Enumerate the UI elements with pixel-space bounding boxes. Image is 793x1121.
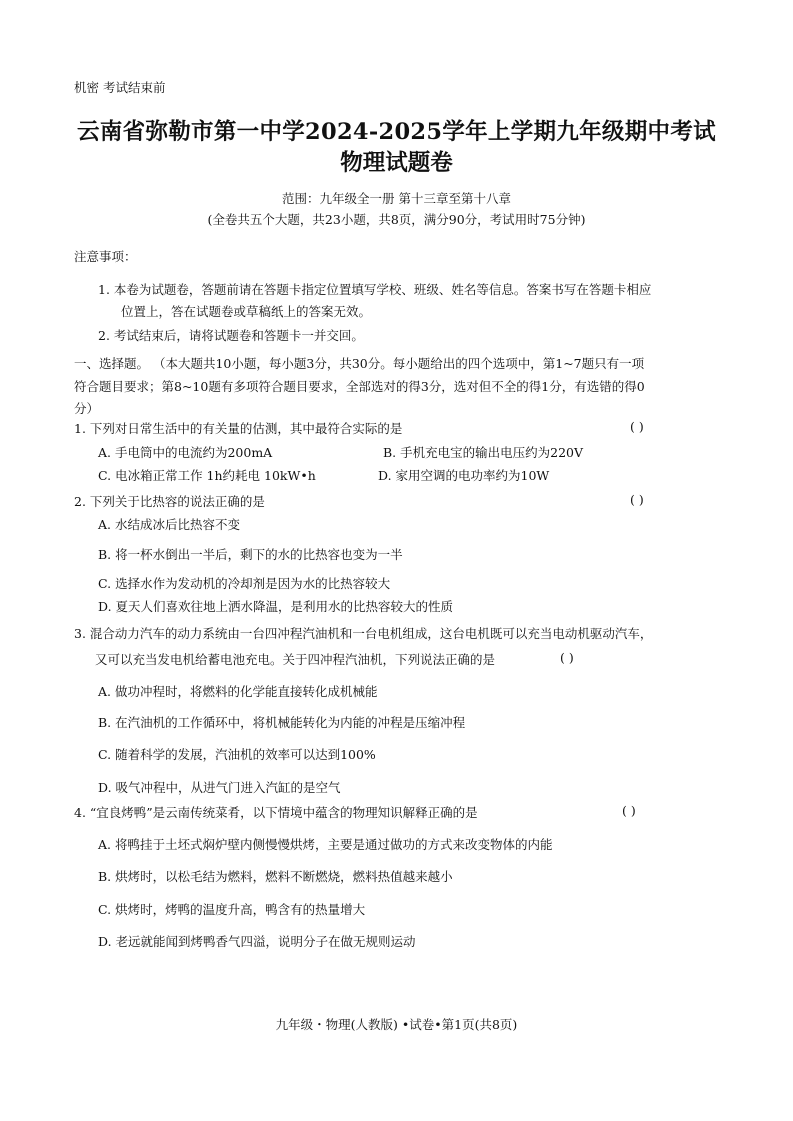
question-4-option-d: D. 老远就能闻到烤鸭香气四溢，说明分子在做无规则运动 xyxy=(98,934,416,949)
confidential-label: 机密 考试结束前 xyxy=(74,80,166,95)
section-1-desc: 符合题目要求；第8~10题有多项符合题目要求，全部选对的得3分，选对但不全的得1分，有选错的得0 xyxy=(74,379,645,394)
section-1-desc-end: 分） xyxy=(74,401,100,416)
question-1-option-b: B. 手机充电宝的输出电压约为220V xyxy=(383,445,584,460)
exam-title: 云南省弥勒市第一中学2024-2025学年上学期九年级期中考试 xyxy=(77,119,716,145)
exam-info: (全卷共五个大题，共23小题，共8页，满分90分，考试用时75分钟) xyxy=(207,212,586,227)
question-1-option-c: C. 电冰箱正常工作 1h约耗电 10kW•h xyxy=(98,468,316,483)
note-item-2: 2. 考试结束后，请将试题卷和答题卡一并交回。 xyxy=(98,328,364,343)
question-4-option-a: A. 将鸭挂于土坯式焖炉壁内侧慢慢烘烤，主要是通过做功的方式来改变物体的内能 xyxy=(98,837,553,852)
question-1-option-d: D. 家用空调的电功率约为10W xyxy=(378,468,550,483)
question-4-option-b: B. 烘烤时，以松毛结为燃料，燃料不断燃烧，燃料热值越来越小 xyxy=(98,869,453,884)
question-3-option-a: A. 做功冲程时，将燃料的化学能直接转化成机械能 xyxy=(98,684,378,699)
question-3-stem: 3. 混合动力汽车的动力系统由一台四冲程汽油机和一台电机组成，这台电机既可以充当电动机驱动汽车， xyxy=(74,626,653,641)
question-2-option-b: B. 将一杯水倒出一半后，剩下的水的比热容也变为一半 xyxy=(98,547,403,562)
section-1-heading: 一、选择题。 （本大题共10小题，每小题3分，共30分。每小题给出的四个选项中，第1~7题只有一项 xyxy=(74,356,645,371)
exam-subtitle: 物理试题卷 xyxy=(340,150,453,176)
note-item-1-cont: 位置上，答在试题卷或草稿纸上的答案无效。 xyxy=(121,304,372,319)
notes-heading: 注意事项： xyxy=(74,249,137,264)
question-4-option-c: C. 烘烤时，烤鸭的温度升高，鸭含有的热量增大 xyxy=(98,902,366,917)
question-3-option-b: B. 在汽油机的工作循环中，将机械能转化为内能的冲程是压缩冲程 xyxy=(98,715,466,730)
question-3-option-c: C. 随着科学的发展，汽油机的效率可以达到100% xyxy=(98,747,376,762)
question-1-stem: 1. 下列对日常生活中的有关量的估测，其中最符合实际的是 xyxy=(74,421,403,436)
question-2-answer-paren: ( ) xyxy=(630,492,644,507)
question-1-option-a: A. 手电筒中的电流约为200mA xyxy=(98,445,273,460)
question-4-stem: 4. “宜良烤鸭”是云南传统菜肴，以下情境中蕴含的物理知识解释正确的是 xyxy=(74,805,478,820)
question-3-option-d: D. 吸气冲程中，从进气门进入汽缸的是空气 xyxy=(98,780,341,795)
question-3-answer-paren: ( ) xyxy=(560,650,574,665)
question-2-stem: 2. 下列关于比热容的说法正确的是 xyxy=(74,494,265,509)
question-2-option-a: A. 水结成冰后比热容不变 xyxy=(98,517,240,532)
question-3-stem-cont: 又可以充当发电机给蓄电池充电。关于四冲程汽油机，下列说法正确的是 xyxy=(95,652,496,667)
page-footer: 九年级・物理(人教版) •试卷•第1页(共8页) xyxy=(275,1017,518,1032)
question-4-answer-paren: ( ) xyxy=(622,803,636,818)
exam-scope: 范围：九年级全一册 第十三章至第十八章 xyxy=(282,191,511,206)
question-1-answer-paren: ( ) xyxy=(630,419,644,434)
question-2-option-c: C. 选择水作为发动机的冷却剂是因为水的比热容较大 xyxy=(98,576,391,591)
note-item-1: 1. 本卷为试题卷，答题前请在答题卡指定位置填写学校、班级、姓名等信息。答案书写在答题卡相应 xyxy=(98,282,652,297)
question-2-option-d: D. 夏天人们喜欢往地上洒水降温，是利用水的比热容较大的性质 xyxy=(98,599,454,614)
